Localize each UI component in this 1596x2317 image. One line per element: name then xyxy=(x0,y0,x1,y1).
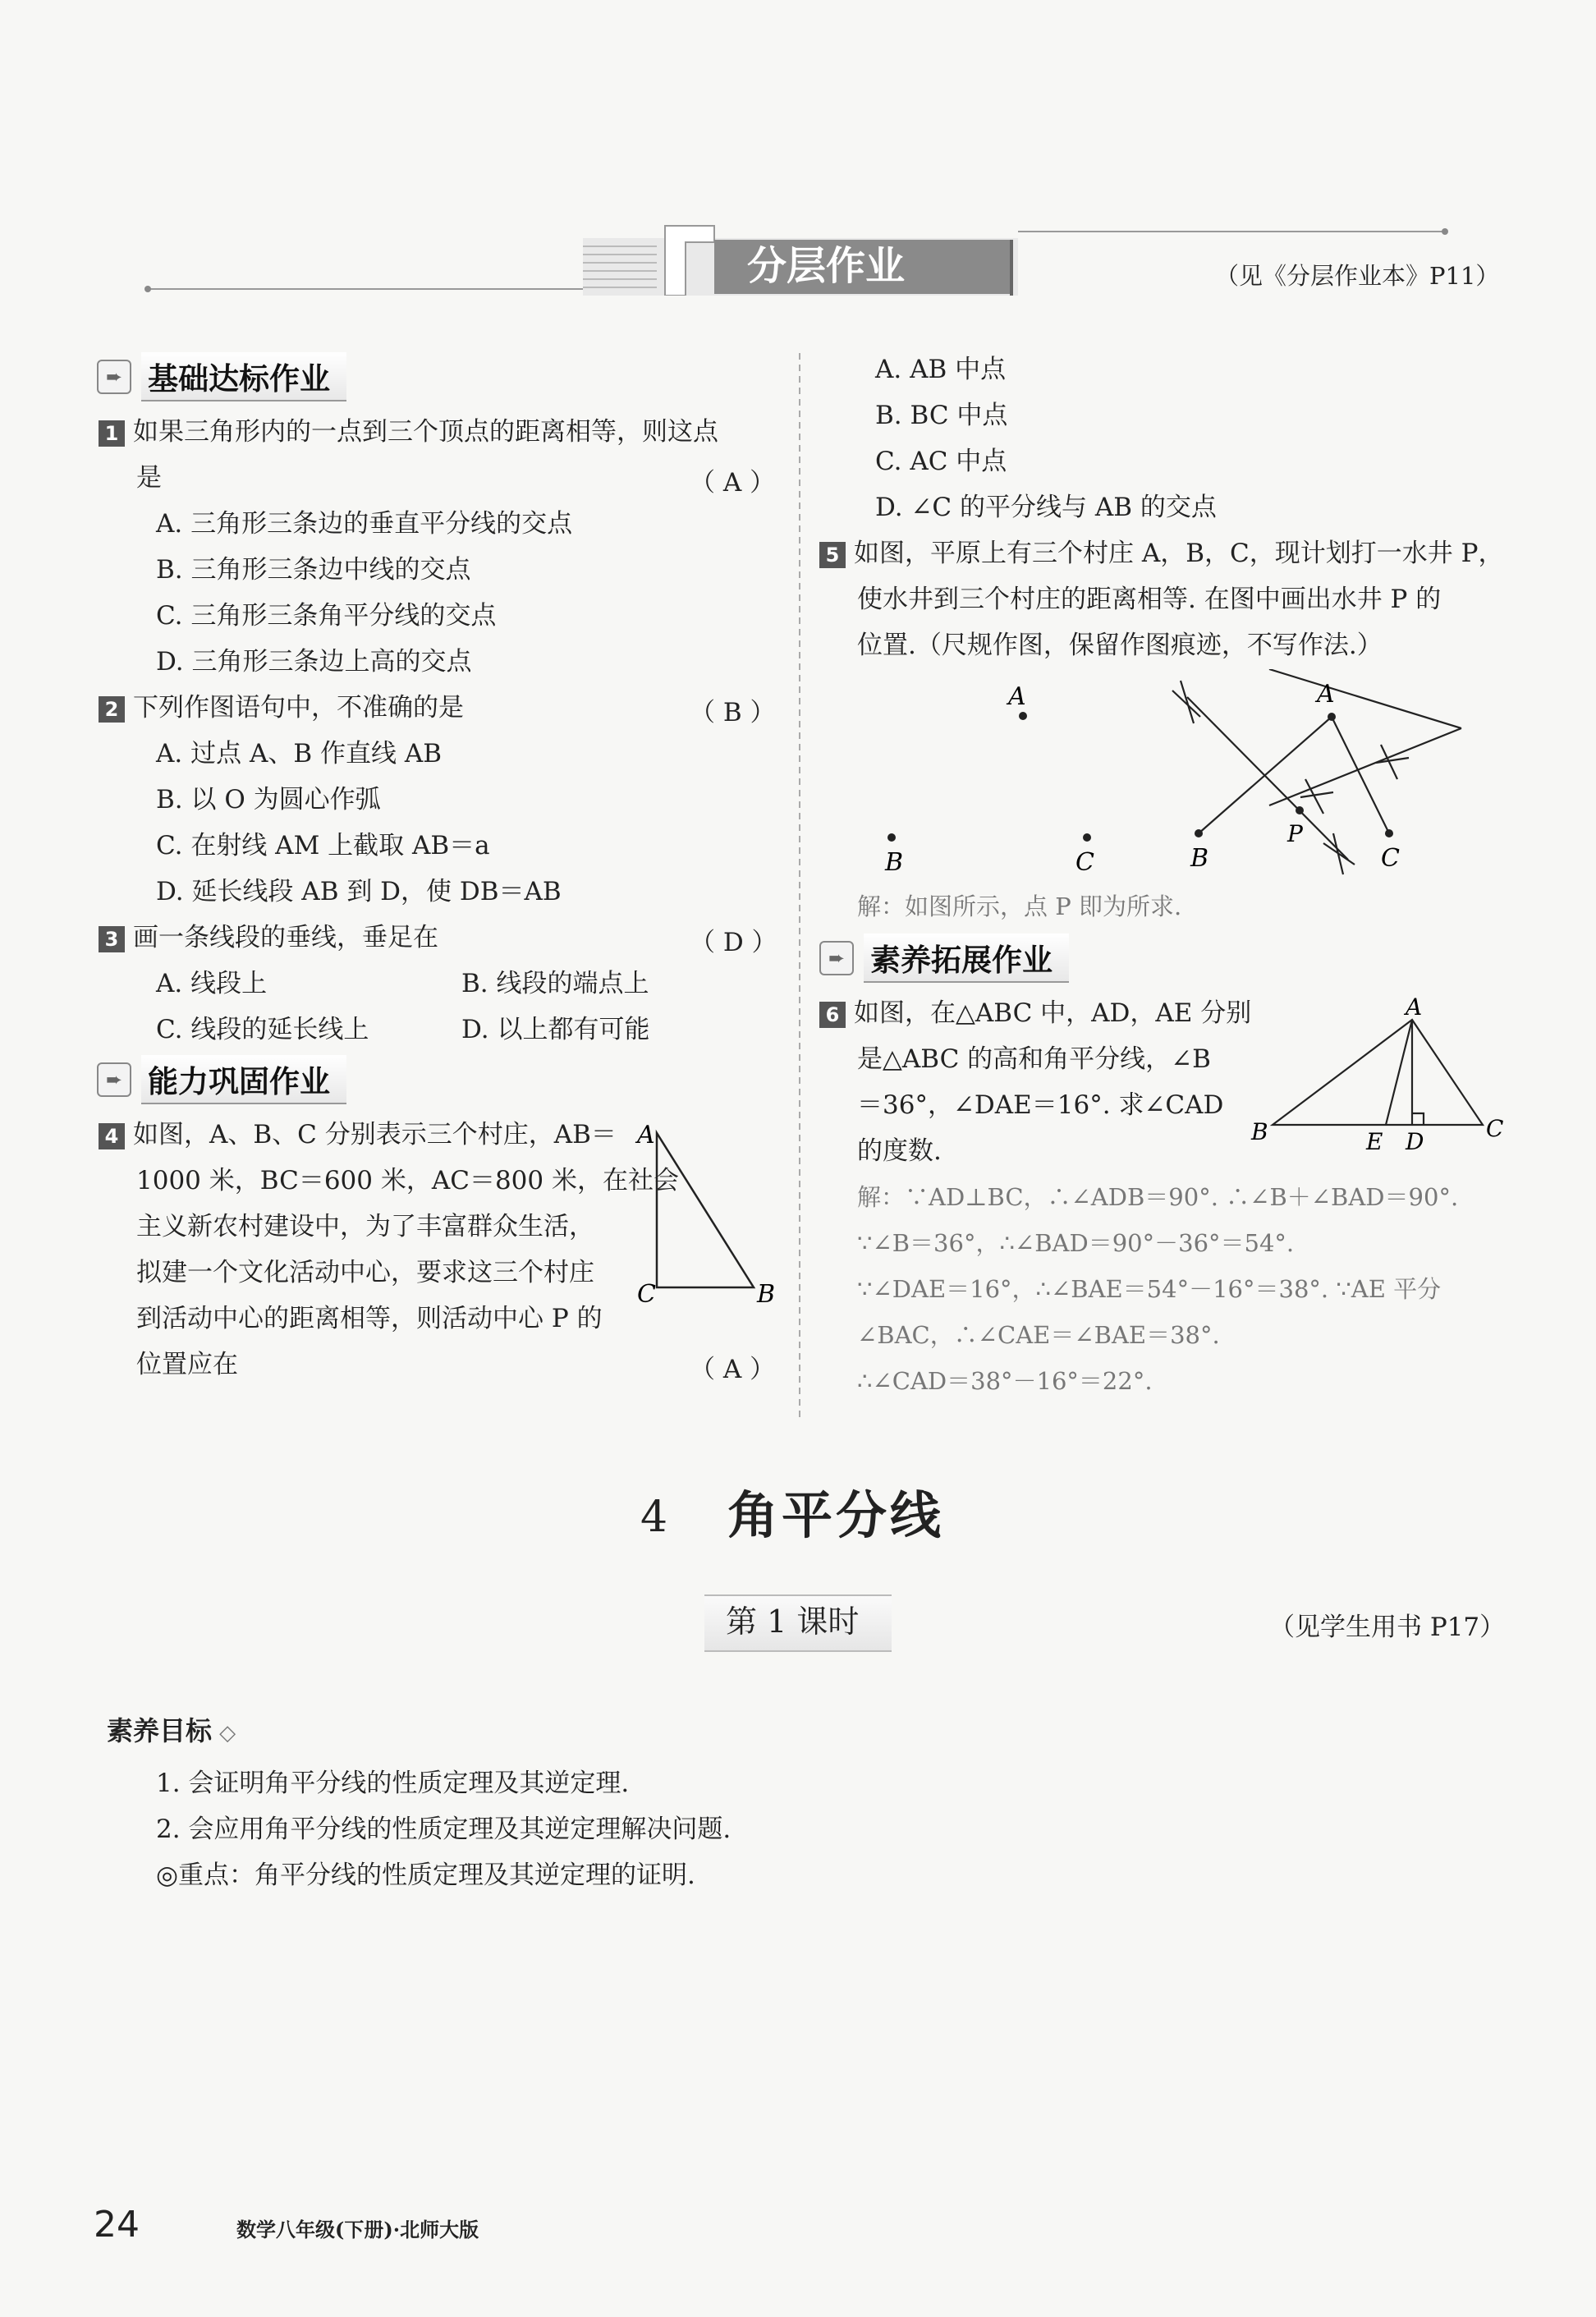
lesson-period: 第 1 课时 xyxy=(726,1604,860,1640)
footer-book-title: 数学八年级(下册)·北师大版 xyxy=(236,2218,479,2241)
goals-heading xyxy=(107,1708,236,1756)
q2-answer: （ B ） xyxy=(690,698,776,727)
q5-line3: 位置.（尺规作图，保留作图痕迹，不写作法.） xyxy=(857,631,1383,660)
q6-label-a: A xyxy=(1406,993,1423,1021)
lesson-number: 4 xyxy=(640,1493,668,1542)
q4-answer: （ A ） xyxy=(690,1355,776,1384)
q5-left-label-b: B xyxy=(885,848,904,877)
q1-option-a: A. 三角形三条边的垂直平分线的交点 xyxy=(156,509,573,539)
q6-number-badge: 6 xyxy=(819,1002,846,1028)
q4-line3: 主义新农村建设中，为了丰富群众生活， xyxy=(136,1212,594,1241)
q3-answer: （ D ） xyxy=(690,928,777,957)
q4-line6: 位置应在 xyxy=(136,1350,238,1379)
q4-line2: 1000 米，BC＝600 米，AC＝800 米，在社会 xyxy=(136,1166,679,1195)
q4-label-b: B xyxy=(757,1280,776,1309)
q2-number-badge: 2 xyxy=(99,696,125,723)
q4-line4: 拟建一个文化活动中心，要求这三个村庄 xyxy=(136,1258,594,1287)
q1-line1: 如果三角形内的一点到三个顶点的距离相等，则这点 xyxy=(133,417,718,447)
arrow-icon: ➨ xyxy=(97,360,131,394)
q1-option-b: B. 三角形三条边中线的交点 xyxy=(156,555,471,585)
q4-option-b: B. BC 中点 xyxy=(875,401,1008,430)
q6-line4: 的度数. xyxy=(857,1136,942,1166)
q4-line1-text: 如图，A、B、C 分别表示三个村庄，AB＝ xyxy=(133,1120,617,1149)
q3-stem xyxy=(99,915,438,961)
q6-solution-3: ∵∠DAE＝16°，∴∠BAE＝54°－16°＝38°. ∵AE 平分 xyxy=(857,1275,1442,1303)
section-extend xyxy=(819,936,1069,980)
q1-number-badge: 1 xyxy=(99,420,125,447)
q5-left-label-a: A xyxy=(1008,682,1026,711)
q3-option-a: A. 线段上 xyxy=(156,969,268,998)
q6-label-e: E xyxy=(1366,1128,1383,1155)
q6-label-d: D xyxy=(1406,1128,1424,1155)
section-ability-label: 能力巩固作业 xyxy=(141,1055,346,1104)
q1-stem xyxy=(99,409,718,455)
q1-option-d: D. 三角形三条边上高的交点 xyxy=(156,647,472,677)
q6-solution-2: ∵∠B＝36°，∴∠BAD＝90°－36°＝54°. xyxy=(857,1229,1295,1257)
q2-stem-text: 下列作图语句中，不准确的是 xyxy=(133,693,464,723)
goal-1: 1. 会证明角平分线的性质定理及其逆定理. xyxy=(156,1769,630,1798)
q4-line5: 到活动中心的距离相等，则活动中心 P 的 xyxy=(136,1304,603,1333)
q3-option-b: B. 线段的端点上 xyxy=(461,969,649,998)
q6-solution-5: ∴∠CAD＝38°－16°＝22°. xyxy=(857,1367,1153,1395)
q5-line1 xyxy=(819,530,1503,576)
q6-triangle-figure xyxy=(1248,993,1511,1158)
q3-option-d: D. 以上都有可能 xyxy=(461,1015,650,1044)
q3-number-badge: 3 xyxy=(99,926,125,952)
arrow-icon: ➨ xyxy=(97,1062,131,1097)
q6-line3: ＝36°，∠DAE＝16°. 求∠CAD xyxy=(857,1090,1224,1120)
q5-right-label-p: P xyxy=(1287,820,1303,847)
q5-right-label-a: A xyxy=(1317,680,1335,709)
q5-number-badge: 5 xyxy=(819,542,846,568)
goal-focus: ◎重点：角平分线的性质定理及其逆定理的证明. xyxy=(156,1860,695,1890)
q2-option-a: A. 过点 A、B 作直线 AB xyxy=(156,739,442,769)
q2-option-c: C. 在射线 AM 上截取 AB＝a xyxy=(156,831,490,860)
q4-option-d: D. ∠C 的平分线与 AB 的交点 xyxy=(875,493,1217,522)
q6-label-c: C xyxy=(1486,1115,1504,1142)
q3-stem-text: 画一条线段的垂线，垂足在 xyxy=(133,923,438,952)
q5-right-label-c: C xyxy=(1381,844,1400,873)
q6-line1 xyxy=(819,990,1251,1036)
goal-2: 2. 会应用角平分线的性质定理及其逆定理解决问题. xyxy=(156,1815,732,1844)
section-basic xyxy=(97,355,346,399)
page-number: 24 xyxy=(94,2204,140,2246)
q6-line1-text: 如图，在△ABC 中，AD，AE 分别 xyxy=(854,998,1252,1028)
q5-right-label-b: B xyxy=(1190,844,1209,873)
q5-left-label-c: C xyxy=(1075,848,1094,877)
header-reference: （见《分层作业本》P11） xyxy=(1215,262,1500,290)
goals-heading-text: 素养目标 xyxy=(107,1715,213,1746)
q2-stem xyxy=(99,685,464,731)
q5-right-figure xyxy=(1133,669,1494,883)
q5-left-figure xyxy=(870,673,1117,879)
q1-line2: 是 xyxy=(136,463,162,493)
q6-line2: 是△ABC 的高和角平分线，∠B xyxy=(857,1044,1211,1074)
q4-option-c: C. AC 中点 xyxy=(875,447,1007,476)
q5-line1-text: 如图，平原上有三个村庄 A，B，C，现计划打一水井 P， xyxy=(854,539,1504,568)
q6-solution-4: ∠BAC，∴∠CAE＝∠BAE＝38°. xyxy=(857,1321,1220,1349)
q6-label-b: B xyxy=(1251,1118,1268,1145)
q5-solution: 解：如图所示，点 P 即为所求. xyxy=(857,892,1182,920)
q4-triangle-figure xyxy=(632,1117,780,1314)
q4-label-a: A xyxy=(637,1121,655,1149)
goals-arrow-icon: ◇ xyxy=(212,1721,236,1746)
arrow-icon: ➨ xyxy=(819,941,854,975)
q2-option-d: D. 延长线段 AB 到 D，使 DB＝AB xyxy=(156,877,562,906)
lesson-title: 角平分线 xyxy=(727,1485,945,1545)
q1-option-c: C. 三角形三条角平分线的交点 xyxy=(156,601,497,631)
q2-option-b: B. 以 O 为圆心作弧 xyxy=(156,785,381,814)
section-ability xyxy=(97,1058,346,1102)
q4-number-badge: 4 xyxy=(99,1123,125,1149)
column-divider xyxy=(798,353,801,1420)
q6-solution-1: 解：∵AD⊥BC，∴∠ADB＝90°. ∴∠B＋∠BAD＝90°. xyxy=(857,1183,1459,1211)
q5-line2: 使水井到三个村庄的距离相等. 在图中画出水井 P 的 xyxy=(857,585,1442,614)
q4-line1 xyxy=(99,1112,617,1158)
q1-answer: （ A ） xyxy=(690,468,776,498)
section-extend-label: 素养拓展作业 xyxy=(864,934,1069,983)
section-basic-label: 基础达标作业 xyxy=(141,352,346,401)
q4-label-c: C xyxy=(637,1280,656,1309)
banner-title: 分层作业 xyxy=(747,243,906,289)
q4-option-a: A. AB 中点 xyxy=(875,355,1007,384)
lesson-reference: （见学生用书 P17） xyxy=(1269,1613,1506,1642)
q3-option-c: C. 线段的延长线上 xyxy=(156,1015,369,1044)
